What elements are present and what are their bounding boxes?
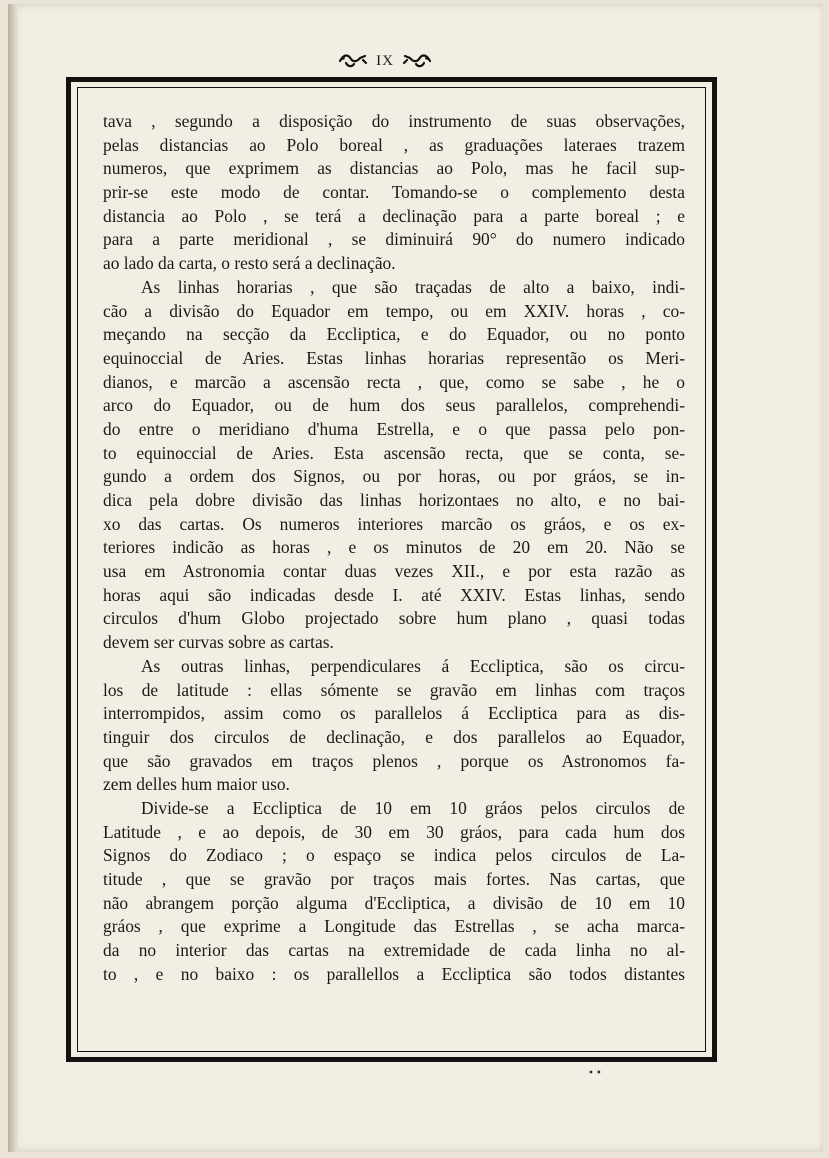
page-number: IX xyxy=(376,52,394,69)
text-line: tava , segundo a disposição do instrumento de suas observações, xyxy=(103,111,685,131)
page-header xyxy=(330,46,440,76)
text-line: Signos do Zodiaco ; o espaço se indica pelos circulos de La- xyxy=(103,845,685,866)
page-spine-shadow xyxy=(8,4,18,1152)
text-line: ao lado da carta, o resto será a declinação. xyxy=(103,253,396,274)
text-line: não abrangem porção alguma d'Eccliptica, a divisão de 10 em 10 xyxy=(103,892,685,913)
text-line: gráos , que exprime a Longitude das Estrellas , se acha marca- xyxy=(103,916,685,937)
left-fleuron-icon xyxy=(338,52,368,70)
text-line: da no interior das cartas na extremidade de cada linha no al- xyxy=(103,940,685,961)
text-line: gundo a ordem dos Signos, ou por horas, ou por gráos, se in- xyxy=(103,466,685,487)
text-line: horas aqui são indicadas desde I. até XXIV. Estas linhas, sendo xyxy=(103,584,685,605)
text-line: circulos d'hum Globo projectado sobre hum plano , quasi todas xyxy=(103,608,685,629)
text-line: xo das cartas. Os numeros interiores marcão os gráos, e os ex- xyxy=(103,513,685,534)
text-line: numeros, que exprimem as distancias ao Polo, mas he facil sup- xyxy=(103,158,685,179)
right-fleuron-icon xyxy=(402,52,432,70)
text-line: arco do Equador, ou de hum dos seus parallelos, comprehendi- xyxy=(103,395,685,416)
text-line: titude , que se gravão por traços mais fortes. Nas cartas, que xyxy=(103,869,685,889)
text-line: usa em Astronomia contar duas vezes XII., e por esta razão as xyxy=(103,561,685,582)
text-line: Latitude , e ao depois, de 30 em 30 gráos, para cada hum dos xyxy=(103,821,685,842)
text-line: devem ser curvas sobre as cartas. xyxy=(103,632,334,653)
text-line: interrompidos, assim como os parallelos á Eccliptica para as dis- xyxy=(103,703,685,724)
text-line: meçando na secção da Eccliptica, e do Equador, ou no ponto xyxy=(103,324,685,345)
text-line: que são gravados em traços plenos , porque os Astronomos fa- xyxy=(103,750,685,771)
text-line: dianos, e marcão a ascensão recta , que, como se sabe , he o xyxy=(103,371,685,392)
text-line: cão a divisão do Equador em tempo, ou em XXIV. horas , co- xyxy=(103,300,685,321)
text-line: Divide-se a Eccliptica de 10 em 10 gráos pelos circulos de xyxy=(141,797,685,818)
text-line: As outras linhas, perpendiculares á Eccliptica, são os circu- xyxy=(141,655,685,676)
text-line: tinguir dos circulos de declinação, e dos parallelos ao Equador, xyxy=(103,726,685,747)
text-line: para a parte meridional , se diminuirá 90° do numero indicado xyxy=(103,229,685,250)
text-line: to equinoccial de Aries. Esta ascensão recta, que se conta, se- xyxy=(103,442,685,463)
body-text xyxy=(103,110,685,986)
text-line: dica pela dobre divisão das linhas horizontaes no alto, e no bai- xyxy=(103,490,685,510)
text-line: prir-se este modo de contar. Tomando-se o complemento desta xyxy=(103,182,685,203)
text-line: to , e no baixo : os parallellos a Eccliptica são todos distantes xyxy=(103,963,685,984)
text-line: teriores indicão as horas , e os minutos de 20 em 20. Não se xyxy=(103,537,685,558)
text-line: los de latitude : ellas sómente se gravão em linhas com traços xyxy=(103,679,685,700)
text-line: zem delles hum maior uso. xyxy=(103,774,290,795)
text-line: pelas distancias ao Polo boreal , as graduações lateraes trazem xyxy=(103,134,685,155)
text-line: As linhas horarias , que são traçadas de alto a baixo, indi- xyxy=(141,276,685,297)
text-line: distancia ao Polo , se terá a declinação para a parte boreal ; e xyxy=(103,205,685,226)
text-line: do entre o meridiano d'huma Estrella, e o que passa pelo pon- xyxy=(103,418,685,439)
footer-mark: •• xyxy=(588,1068,604,1079)
text-line: equinoccial de Aries. Estas linhas horarias representão os Meri- xyxy=(103,347,685,368)
